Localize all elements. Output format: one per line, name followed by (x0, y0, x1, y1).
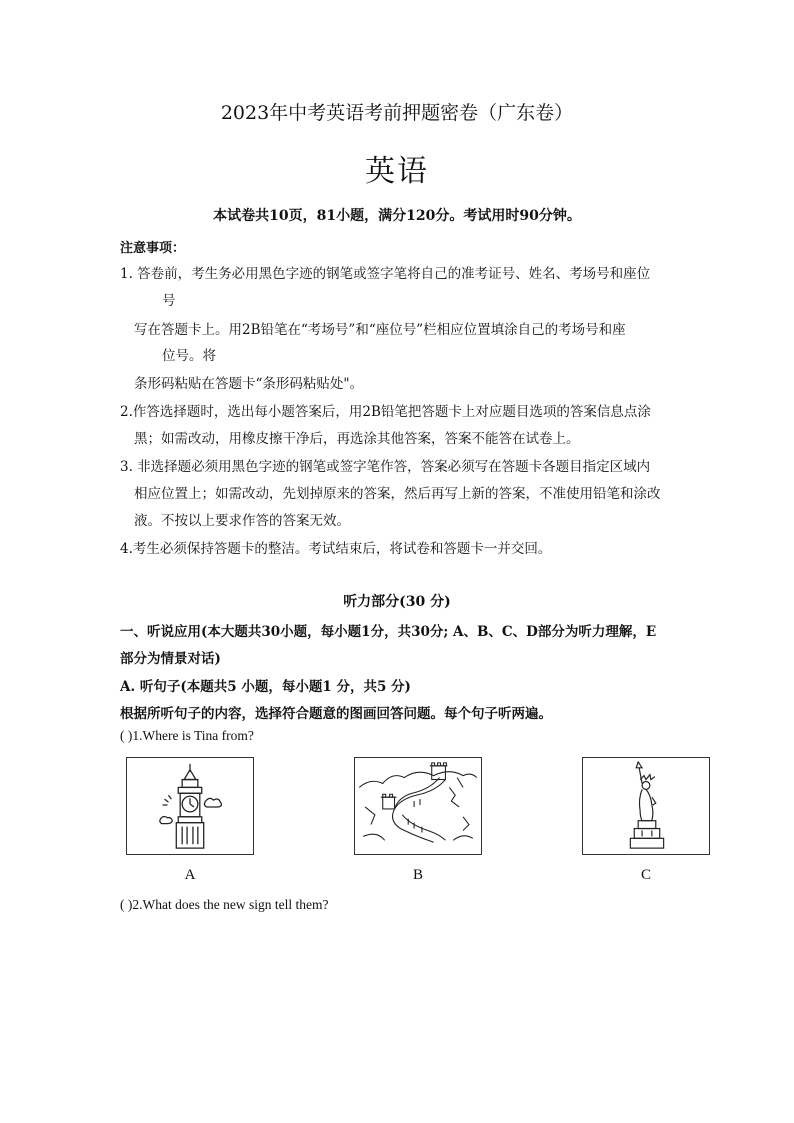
notice-line: 2.作答选择题时，选出每小题答案后，用2B铅笔把答题卡上对应题目选项的答案信息点涂 (120, 404, 651, 420)
option-a-label: A (184, 867, 196, 883)
exam-title: 2023年中考英语考前押题密卷（广东卷） (220, 102, 574, 124)
big-ben-icon (127, 758, 253, 854)
notice-heading: 注意事项： (120, 241, 186, 256)
notice-line: 条形码粘贴在答题卡“条形码粘贴处"。 (134, 376, 364, 392)
option-c-label: C (640, 867, 651, 883)
option-b-picture (354, 757, 482, 855)
subject-title: 英语 (365, 154, 429, 189)
notice-line: 位号。将 (162, 348, 216, 364)
notice-line: 黑；如需改动，用橡皮擦干净后，再选涂其他答案，答案不能答在试卷上。 (134, 431, 580, 447)
question-1: ( )1.Where is Tina from? (120, 728, 254, 743)
notice-line: 液。不按以上要求作答的答案无效。 (134, 513, 350, 529)
section-a-instruction: 根据所听句子的内容，选择符合题意的图画回答问题。每个句子听两遍。 (120, 706, 552, 722)
notice-line: 1. 答卷前，考生务必用黑色字迹的钢笔或签字笔将自己的准考证号、姓名、考场号和座位 (120, 266, 651, 282)
great-wall-icon (355, 758, 481, 854)
notice-line: 3. 非选择题必须用黑色字迹的钢笔或签字笔作答，答案必须写在答题卡各题目指定区域内 (120, 459, 651, 475)
statue-of-liberty-icon (583, 758, 709, 854)
question-2: ( )2.What does the new sign tell them? (120, 897, 329, 912)
section-a-heading: A. 听句子(本题共5 小题，每小题1 分，共5 分) (120, 679, 411, 695)
notice-line: 相应位置上；如需改动，先划掉原来的答案，然后再写上新的答案，不准使用铅笔和涂改 (134, 486, 661, 502)
part-one-line: 部分为情景对话) (120, 651, 221, 667)
part-one-line: 一、听说应用(本大题共30小题，每小题1分，共30分; A、B、C、D部分为听力理解，E (120, 624, 657, 640)
notice-line: 号 (162, 293, 176, 309)
option-a-picture (126, 757, 254, 855)
paper-info: 本试卷共10页，81小题，满分120分。考试用时90分钟。 (213, 208, 581, 224)
notice-line: 写在答题卡上。用2B铅笔在“考场号”和“座位号”栏相应位置填涂自己的考场号和座 (134, 322, 626, 338)
notice-line: 4.考生必须保持答题卡的整洁。考试结束后，将试卷和答题卡一并交回。 (120, 541, 552, 557)
option-b-label: B (412, 867, 423, 883)
option-c-picture (582, 757, 710, 855)
listening-heading: 听力部分(30 分) (343, 594, 451, 610)
